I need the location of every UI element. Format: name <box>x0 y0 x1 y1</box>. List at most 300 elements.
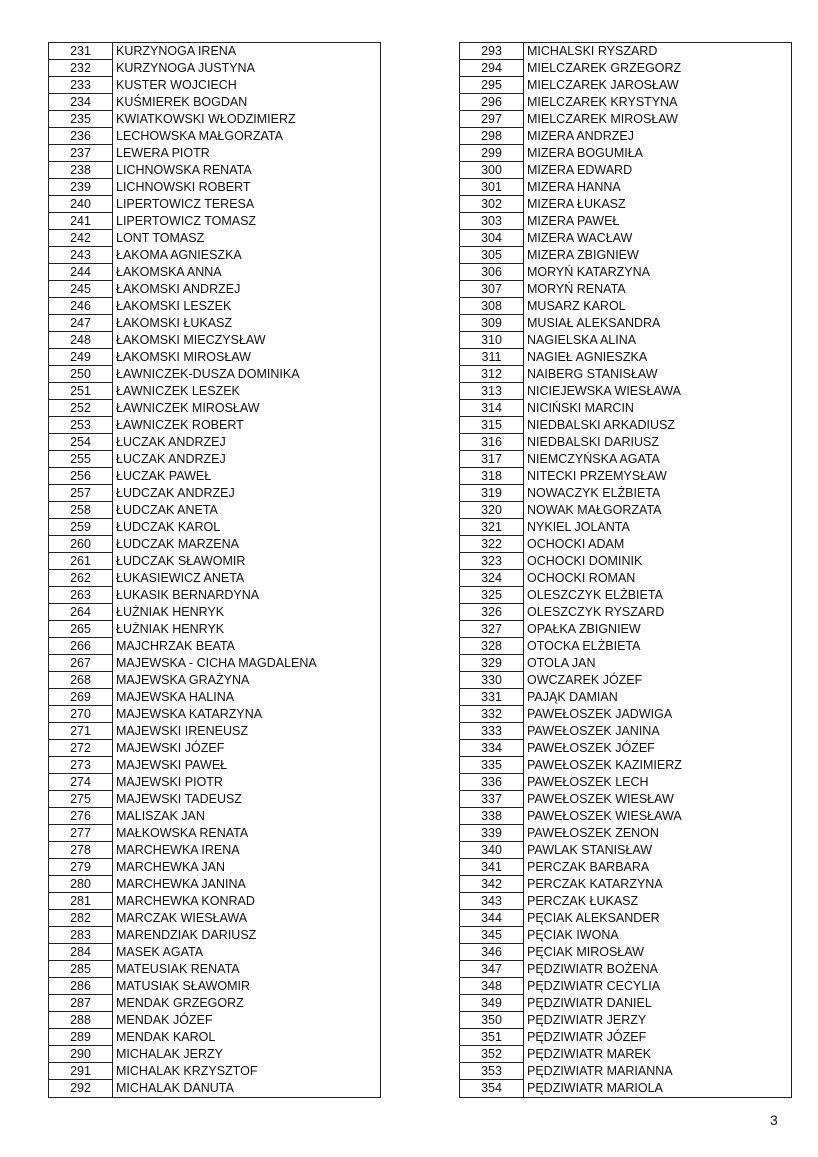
table-row <box>49 332 380 349</box>
table-row <box>49 910 380 927</box>
row-number: 294 <box>460 60 524 77</box>
person-name: ŁAWNICZEK-DUSZA DOMINIKA <box>116 367 300 381</box>
table-row <box>460 434 791 451</box>
person-name: KUSTER WOJCIECH <box>116 78 237 92</box>
table-row <box>460 842 791 859</box>
table-row <box>460 230 791 247</box>
row-number: 263 <box>49 587 113 604</box>
table-row <box>460 604 791 621</box>
row-number: 268 <box>49 672 113 689</box>
table-row <box>460 298 791 315</box>
row-number: 346 <box>460 944 524 961</box>
person-name: MENDAK GRZEGORZ <box>116 996 244 1010</box>
table-row <box>49 927 380 944</box>
table-row <box>460 961 791 978</box>
person-name: NICIEJEWSKA WIESŁAWA <box>527 384 681 398</box>
row-number: 239 <box>49 179 113 196</box>
table-row <box>49 604 380 621</box>
person-name: MENDAK JÓZEF <box>116 1013 213 1027</box>
row-number: 312 <box>460 366 524 383</box>
table-row <box>49 349 380 366</box>
person-name: MICHALAK KRZYSZTOF <box>116 1064 258 1078</box>
table-row <box>460 876 791 893</box>
table-row <box>460 77 791 94</box>
person-name: OCHOCKI DOMINIK <box>527 554 643 568</box>
table-row <box>49 502 380 519</box>
person-name: ŁAWNICZEK ROBERT <box>116 418 244 432</box>
table-row <box>460 638 791 655</box>
row-number: 255 <box>49 451 113 468</box>
table-row <box>49 179 380 196</box>
row-number: 319 <box>460 485 524 502</box>
row-number: 295 <box>460 77 524 94</box>
person-name: ŁUCZAK ANDRZEJ <box>116 435 226 449</box>
row-number: 236 <box>49 128 113 145</box>
row-number: 332 <box>460 706 524 723</box>
person-name: NIEMCZYŃSKA AGATA <box>527 452 660 466</box>
row-number: 315 <box>460 417 524 434</box>
person-name: MAJEWSKI PAWEŁ <box>116 758 228 772</box>
person-name: PĘCIAK ALEKSANDER <box>527 911 660 925</box>
row-number: 331 <box>460 689 524 706</box>
row-number: 316 <box>460 434 524 451</box>
person-name: OTOCKA ELŻBIETA <box>527 639 641 653</box>
person-name: LICHNOWSKI ROBERT <box>116 180 251 194</box>
person-name: NAGIELSKA ALINA <box>527 333 637 347</box>
row-number: 342 <box>460 876 524 893</box>
row-number: 280 <box>49 876 113 893</box>
person-name: OCHOCKI ADAM <box>527 537 625 551</box>
row-number: 250 <box>49 366 113 383</box>
table-row <box>49 876 380 893</box>
row-number: 348 <box>460 978 524 995</box>
person-name: MAJCHRZAK BEATA <box>116 639 235 653</box>
table-row <box>49 400 380 417</box>
person-name: MARCZAK WIESŁAWA <box>116 911 248 925</box>
table-row <box>460 111 791 128</box>
person-name: MUSIAŁ ALEKSANDRA <box>527 316 661 330</box>
table-row <box>49 1080 380 1097</box>
person-name: NIEDBALSKI ARKADIUSZ <box>527 418 675 432</box>
table-row <box>49 451 380 468</box>
table-row <box>49 570 380 587</box>
row-number: 306 <box>460 264 524 281</box>
person-name: MIELCZAREK MIROSŁAW <box>527 112 678 126</box>
table-row <box>49 1063 380 1080</box>
person-name: PĘDZIWIATR MARIOLA <box>527 1081 663 1095</box>
row-number: 267 <box>49 655 113 672</box>
person-name: NITECKI PRZEMYSŁAW <box>527 469 667 483</box>
table-row <box>49 128 380 145</box>
person-name: PĘDZIWIATR JERZY <box>527 1013 647 1027</box>
table-row <box>49 43 380 60</box>
table-row <box>49 1046 380 1063</box>
table-row <box>49 808 380 825</box>
table-row <box>460 723 791 740</box>
person-name: PERCZAK ŁUKASZ <box>527 894 639 908</box>
person-name: PAWEŁOSZEK WIESŁAWA <box>527 809 682 823</box>
person-name: LECHOWSKA MAŁGORZATA <box>116 129 283 143</box>
table-row <box>460 247 791 264</box>
person-name: KWIATKOWSKI WŁODZIMIERZ <box>116 112 296 126</box>
table-row <box>49 298 380 315</box>
person-name: ŁAKOMSKI MIECZYSŁAW <box>116 333 266 347</box>
table-row <box>460 145 791 162</box>
person-name: MATUSIAK SŁAWOMIR <box>116 979 251 993</box>
person-name: LIPERTOWICZ TOMASZ <box>116 214 257 228</box>
person-name: NYKIEL JOLANTA <box>527 520 630 534</box>
table-row <box>460 417 791 434</box>
row-number: 241 <box>49 213 113 230</box>
row-number: 288 <box>49 1012 113 1029</box>
table-row <box>49 417 380 434</box>
table-row <box>49 77 380 94</box>
person-name: ŁUDCZAK ANDRZEJ <box>116 486 235 500</box>
row-number: 308 <box>460 298 524 315</box>
table-row <box>49 689 380 706</box>
table-row <box>49 995 380 1012</box>
person-name: KURZYNOGA IRENA <box>116 44 237 58</box>
table-row <box>460 128 791 145</box>
row-number: 341 <box>460 859 524 876</box>
person-name: PAJĄK DAMIAN <box>527 690 618 704</box>
row-number: 248 <box>49 332 113 349</box>
table-row <box>460 808 791 825</box>
row-number: 321 <box>460 519 524 536</box>
table-row <box>460 1029 791 1046</box>
person-name: NOWACZYK ELŻBIETA <box>527 486 661 500</box>
table-row <box>460 213 791 230</box>
row-number: 256 <box>49 468 113 485</box>
table-row <box>49 978 380 995</box>
person-name: ŁUDCZAK MARZENA <box>116 537 239 551</box>
person-name: PĘDZIWIATR CECYLIA <box>527 979 661 993</box>
row-number: 298 <box>460 128 524 145</box>
table-row <box>460 859 791 876</box>
table-row <box>460 281 791 298</box>
person-name: PĘDZIWIATR BOŻENA <box>527 962 659 976</box>
person-name: PĘCIAK MIROSŁAW <box>527 945 644 959</box>
table-row <box>49 468 380 485</box>
row-number: 335 <box>460 757 524 774</box>
table-row <box>460 451 791 468</box>
person-name: MATEUSIAK RENATA <box>116 962 240 976</box>
table-row <box>460 366 791 383</box>
row-number: 347 <box>460 961 524 978</box>
table-row <box>49 94 380 111</box>
person-name: MIZERA WACŁAW <box>527 231 633 245</box>
table-row <box>460 757 791 774</box>
row-number: 261 <box>49 553 113 570</box>
table-row <box>460 910 791 927</box>
table-row <box>49 281 380 298</box>
person-name: ŁUŻNIAK HENRYK <box>116 605 225 619</box>
row-number: 314 <box>460 400 524 417</box>
person-name: MICHALSKI RYSZARD <box>527 44 658 58</box>
row-number: 233 <box>49 77 113 94</box>
table-row <box>49 621 380 638</box>
person-name: MARENDZIAK DARIUSZ <box>116 928 257 942</box>
table-row <box>49 60 380 77</box>
person-name: PAWEŁOSZEK JADWIGA <box>527 707 673 721</box>
table-row <box>49 111 380 128</box>
table-row <box>460 536 791 553</box>
row-number: 238 <box>49 162 113 179</box>
row-number: 237 <box>49 145 113 162</box>
table-row <box>49 145 380 162</box>
table-row <box>49 944 380 961</box>
table-row <box>460 893 791 910</box>
row-number: 246 <box>49 298 113 315</box>
person-name: MALISZAK JAN <box>116 809 205 823</box>
row-number: 244 <box>49 264 113 281</box>
table-row <box>49 162 380 179</box>
person-name: MORYŃ KATARZYNA <box>527 265 650 279</box>
row-number: 339 <box>460 825 524 842</box>
row-number: 242 <box>49 230 113 247</box>
table-row <box>49 485 380 502</box>
row-number: 350 <box>460 1012 524 1029</box>
person-name: PAWEŁOSZEK LECH <box>527 775 649 789</box>
person-name: MIZERA PAWEŁ <box>527 214 620 228</box>
table-row <box>49 825 380 842</box>
person-name: OLESZCZYK RYSZARD <box>527 605 665 619</box>
table-row <box>460 502 791 519</box>
table-row <box>460 94 791 111</box>
row-number: 334 <box>460 740 524 757</box>
table-row <box>49 774 380 791</box>
row-number: 291 <box>49 1063 113 1080</box>
row-number: 234 <box>49 94 113 111</box>
row-number: 303 <box>460 213 524 230</box>
table-row <box>460 383 791 400</box>
person-name: MICHALAK DANUTA <box>116 1081 234 1095</box>
person-name: PERCZAK KATARZYNA <box>527 877 663 891</box>
row-number: 353 <box>460 1063 524 1080</box>
table-row <box>49 230 380 247</box>
row-number: 249 <box>49 349 113 366</box>
table-row <box>49 859 380 876</box>
table-row <box>49 723 380 740</box>
person-name: PĘDZIWIATR DANIEL <box>527 996 652 1010</box>
table-row <box>460 1046 791 1063</box>
row-number: 343 <box>460 893 524 910</box>
person-name: NAIBERG STANISŁAW <box>527 367 658 381</box>
person-name: MASEK AGATA <box>116 945 204 959</box>
table-row <box>460 995 791 1012</box>
row-number: 272 <box>49 740 113 757</box>
row-number: 260 <box>49 536 113 553</box>
row-number: 354 <box>460 1080 524 1097</box>
row-number: 281 <box>49 893 113 910</box>
table-row <box>460 196 791 213</box>
table-row <box>460 655 791 672</box>
person-name: ŁAKOMSKA ANNA <box>116 265 222 279</box>
row-number: 290 <box>49 1046 113 1063</box>
row-number: 344 <box>460 910 524 927</box>
row-number: 259 <box>49 519 113 536</box>
table-row <box>460 400 791 417</box>
table-row <box>460 1012 791 1029</box>
person-name: MAJEWSKI JÓZEF <box>116 741 225 755</box>
row-number: 287 <box>49 995 113 1012</box>
table-row <box>49 587 380 604</box>
table-row <box>460 349 791 366</box>
person-name: MAJEWSKA KATARZYNA <box>116 707 263 721</box>
person-name: LIPERTOWICZ TERESA <box>116 197 255 211</box>
person-name: LEWERA PIOTR <box>116 146 210 160</box>
row-number: 276 <box>49 808 113 825</box>
person-name: PĘCIAK IWONA <box>527 928 619 942</box>
table-row <box>460 774 791 791</box>
person-name: MAJEWSKI TADEUSZ <box>116 792 242 806</box>
person-name: PAWEŁOSZEK ZENON <box>527 826 659 840</box>
table-row <box>49 264 380 281</box>
table-row <box>460 43 791 60</box>
row-number: 254 <box>49 434 113 451</box>
person-name: ŁAKOMSKI ŁUKASZ <box>116 316 233 330</box>
row-number: 310 <box>460 332 524 349</box>
table-row <box>460 791 791 808</box>
table-row <box>49 553 380 570</box>
row-number: 349 <box>460 995 524 1012</box>
person-name: ŁUCZAK ANDRZEJ <box>116 452 226 466</box>
table-row <box>460 1080 791 1097</box>
table-row <box>460 944 791 961</box>
person-name: OLESZCZYK ELŻBIETA <box>527 588 663 602</box>
row-number: 243 <box>49 247 113 264</box>
row-number: 330 <box>460 672 524 689</box>
row-number: 231 <box>49 43 113 60</box>
table-row <box>460 621 791 638</box>
person-name: OWCZAREK JÓZEF <box>527 673 643 687</box>
table-row <box>49 434 380 451</box>
row-number: 265 <box>49 621 113 638</box>
person-name: PAWEŁOSZEK KAZIMIERZ <box>527 758 682 772</box>
person-name: LONT TOMASZ <box>116 231 205 245</box>
person-name: OPAŁKA ZBIGNIEW <box>527 622 641 636</box>
row-number: 273 <box>49 757 113 774</box>
person-name: MAJEWSKA HALINA <box>116 690 235 704</box>
table-row <box>49 961 380 978</box>
row-number: 240 <box>49 196 113 213</box>
row-number: 275 <box>49 791 113 808</box>
row-number: 326 <box>460 604 524 621</box>
person-name: PERCZAK BARBARA <box>527 860 650 874</box>
person-name: MIZERA HANNA <box>527 180 621 194</box>
row-number: 285 <box>49 961 113 978</box>
row-number: 283 <box>49 927 113 944</box>
person-name: ŁAWNICZEK LESZEK <box>116 384 240 398</box>
table-row <box>49 213 380 230</box>
row-number: 338 <box>460 808 524 825</box>
table-row <box>460 978 791 995</box>
person-name: MAJEWSKI IRENEUSZ <box>116 724 248 738</box>
row-number: 247 <box>49 315 113 332</box>
row-number: 257 <box>49 485 113 502</box>
table-row <box>49 638 380 655</box>
row-number: 309 <box>460 315 524 332</box>
person-name: MIZERA ANDRZEJ <box>527 129 634 143</box>
row-number: 299 <box>460 145 524 162</box>
table-row <box>460 60 791 77</box>
person-name: ŁAWNICZEK MIROSŁAW <box>116 401 260 415</box>
person-name: KUŚMIEREK BOGDAN <box>116 95 248 109</box>
table-row <box>460 927 791 944</box>
table-row <box>49 1029 380 1046</box>
table-row <box>460 672 791 689</box>
table-row <box>460 570 791 587</box>
row-number: 317 <box>460 451 524 468</box>
table-row <box>49 1012 380 1029</box>
person-name: ŁUDCZAK ANETA <box>116 503 218 517</box>
row-number: 245 <box>49 281 113 298</box>
person-name: MIZERA ŁUKASZ <box>527 197 626 211</box>
person-name: MARCHEWKA JANINA <box>116 877 246 891</box>
person-name: PĘDZIWIATR MARIANNA <box>527 1064 673 1078</box>
table-row <box>49 519 380 536</box>
person-name: MARCHEWKA IRENA <box>116 843 240 857</box>
row-number: 329 <box>460 655 524 672</box>
row-number: 340 <box>460 842 524 859</box>
table-row <box>460 706 791 723</box>
row-number: 258 <box>49 502 113 519</box>
table-row <box>49 791 380 808</box>
row-number: 284 <box>49 944 113 961</box>
person-name: MIELCZAREK JAROSŁAW <box>527 78 679 92</box>
row-number: 235 <box>49 111 113 128</box>
row-number: 305 <box>460 247 524 264</box>
table-row <box>49 893 380 910</box>
person-name: ŁUDCZAK SŁAWOMIR <box>116 554 246 568</box>
person-name: ŁUŻNIAK HENRYK <box>116 622 225 636</box>
person-name: PAWEŁOSZEK WIESŁAW <box>527 792 674 806</box>
table-row <box>49 655 380 672</box>
row-number: 311 <box>460 349 524 366</box>
table-row <box>49 536 380 553</box>
row-number: 324 <box>460 570 524 587</box>
row-number: 232 <box>49 60 113 77</box>
row-number: 336 <box>460 774 524 791</box>
row-number: 296 <box>460 94 524 111</box>
table-row <box>460 740 791 757</box>
table-row <box>460 162 791 179</box>
person-name: ŁUKASIK BERNARDYNA <box>116 588 260 602</box>
row-number: 302 <box>460 196 524 213</box>
row-number: 253 <box>49 417 113 434</box>
row-number: 301 <box>460 179 524 196</box>
table-row <box>49 366 380 383</box>
person-name: ŁAKOMA AGNIESZKA <box>116 248 242 262</box>
row-number: 352 <box>460 1046 524 1063</box>
row-number: 320 <box>460 502 524 519</box>
person-name: ŁAKOMSKI ANDRZEJ <box>116 282 241 296</box>
row-number: 307 <box>460 281 524 298</box>
row-number: 286 <box>49 978 113 995</box>
row-number: 313 <box>460 383 524 400</box>
row-number: 279 <box>49 859 113 876</box>
person-name: OCHOCKI ROMAN <box>527 571 636 585</box>
row-number: 325 <box>460 587 524 604</box>
row-number: 289 <box>49 1029 113 1046</box>
person-name: MARCHEWKA JAN <box>116 860 226 874</box>
person-name: MIZERA BOGUMIŁA <box>527 146 643 160</box>
row-number: 297 <box>460 111 524 128</box>
row-number: 322 <box>460 536 524 553</box>
table-row <box>49 672 380 689</box>
table-row <box>460 332 791 349</box>
person-name: PĘDZIWIATR MAREK <box>527 1047 652 1061</box>
